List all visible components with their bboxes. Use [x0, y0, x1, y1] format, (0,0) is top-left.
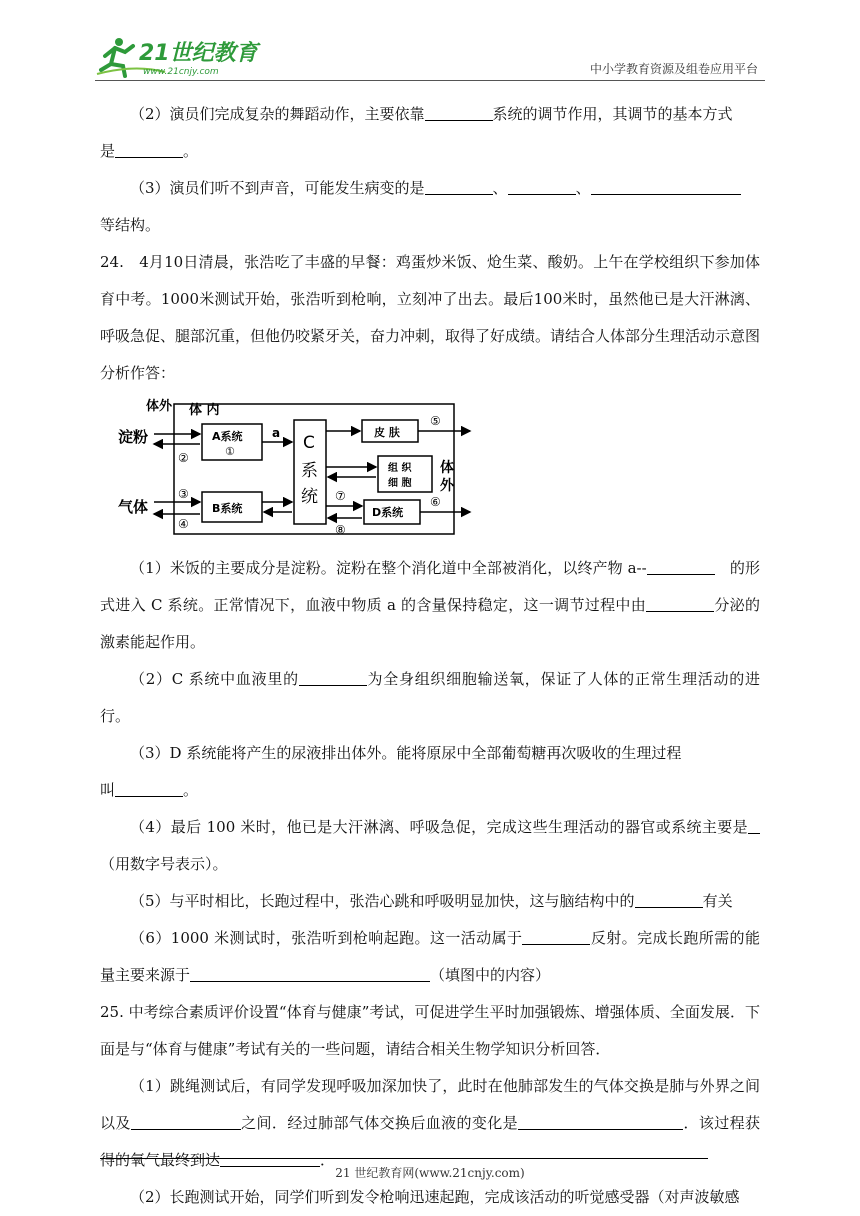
q25-part1: （1）跳绳测试后，有同学发现呼吸加深加快了，此时在他肺部发生的气体交换是肺与外界之间以及 之间．经过肺部气体交换后血液的变化是 ．该过程获得的氧气最终到达 ．: [100, 1077, 760, 1169]
answer-blank[interactable]: [748, 818, 760, 834]
q24-part5: （5）与平时相比，长跑过程中，张浩心跳和呼吸明显加快，这与脑结构中的 有关: [130, 892, 733, 910]
header-divider: [95, 80, 765, 81]
answer-blank[interactable]: [508, 179, 576, 195]
label-n8: ⑧: [335, 523, 346, 537]
physiology-diagram: [114, 394, 474, 544]
q24-part3-cont: 叫 。: [100, 781, 199, 799]
label-tissue-2: 细 胞: [388, 478, 412, 489]
label-system-b: B系统: [212, 502, 243, 515]
answer-blank[interactable]: [115, 781, 183, 797]
answer-blank[interactable]: [591, 179, 741, 195]
q23-part3-cont: 等结构。: [100, 216, 161, 234]
label-system-a: A系统: [212, 430, 243, 443]
label-n3: ③: [178, 487, 189, 501]
header-platform-text: 中小学教育资源及组卷应用平台: [589, 62, 758, 76]
site-logo: [95, 34, 265, 80]
label-a: a: [272, 426, 281, 440]
label-outside-r1: 体: [440, 460, 454, 476]
label-n7: ⑦: [335, 489, 346, 503]
answer-blank[interactable]: [299, 670, 367, 686]
logo-url: www.21cnjy.com: [143, 67, 219, 77]
q24-part6: （6）1000 米测试时，张浩听到枪响起跑。这一活动属于 反射。完成长跑所需的能量主要来源于 （填图中的内容）: [100, 929, 760, 984]
answer-blank[interactable]: [190, 966, 430, 982]
label-c-xi: 系: [301, 461, 318, 481]
label-starch: 淀粉: [118, 428, 149, 446]
answer-blank[interactable]: [425, 179, 493, 195]
q25-part2: （2）长跑测试开始，同学们听到发令枪响迅速起跑，完成该活动的听觉感受器（对声波敏感: [130, 1188, 740, 1206]
label-tissue-1: 组 织: [388, 463, 412, 474]
q24-intro: 24. 4月10日清晨，张浩吃了丰盛的早餐：鸡蛋炒米饭、炝生菜、酸奶。上午在学校组织下参加体育中考。1000米测试开始，张浩听到枪响，立刻冲了出去。最后100米时，虽然他已是大汗淋漓、呼吸急促、腿部沉重，但他仍咬紧牙关，奋力冲刺，取得了好成绩。请结合人体部分生理活动示意图分析作答：: [100, 253, 761, 382]
answer-blank[interactable]: [131, 1114, 241, 1130]
label-system-d: D系统: [372, 506, 404, 519]
answer-blank[interactable]: [635, 892, 703, 908]
label-n1: ①: [225, 445, 235, 458]
answer-blank[interactable]: [522, 929, 590, 945]
q24-part3: （3）D 系统能将产生的尿液排出体外。能将原尿中全部葡萄糖再次吸收的生理过程: [130, 744, 682, 762]
label-skin: 皮 肤: [374, 426, 400, 439]
q23-part2-cont: 是 。: [100, 142, 199, 160]
label-outside-left: 体外: [146, 399, 173, 414]
answer-blank[interactable]: [115, 142, 183, 158]
q23-part2: （2）演员们完成复杂的舞蹈动作，主要依靠 系统的调节作用，其调节的基本方式: [130, 105, 733, 123]
q24-part4: （4）最后 100 米时，他已是大汗淋漓、呼吸急促，完成这些生理活动的器官或系统主要是（用数字号表示）。: [100, 809, 760, 883]
label-n2: ②: [178, 451, 189, 465]
answer-blank[interactable]: [647, 559, 715, 575]
q24-part2: （2）C 系统中血液里的 为全身组织细胞输送氧，保证了人体的正常生理活动的进行。: [100, 670, 760, 725]
label-inside: 体 内: [189, 403, 220, 418]
label-n5: ⑤: [430, 414, 441, 428]
label-outside-r2: 外: [440, 478, 454, 494]
q23-part3: （3）演员们听不到声音，可能发生病变的是 、 、: [100, 170, 760, 207]
label-c: C: [303, 433, 315, 453]
q25-intro: 25. 中考综合素质评价设置“体育与健康”考试，可促进学生平时加强锻炼、增强体质、全面发展．下面是与“体育与健康”考试有关的一些问题，请结合相关生物学知识分析回答．: [100, 1003, 760, 1058]
question-content: [100, 96, 760, 1216]
label-gas: 气体: [118, 498, 149, 516]
logo-text: 21世纪教育: [139, 41, 258, 66]
answer-blank[interactable]: [646, 596, 714, 612]
q24-part1: （1）米饭的主要成分是淀粉。淀粉在整个消化道中全部被消化，以终产物 a-- 的形式进入 C 系统。正常情况下，血液中物质 a 的含量保持稳定，这一调节过程中由 分泌的激素能起作用。: [100, 559, 760, 651]
label-n6: ⑥: [430, 495, 441, 509]
answer-blank[interactable]: [518, 1114, 683, 1130]
footer-divider: [100, 1158, 708, 1159]
answer-blank[interactable]: [425, 105, 493, 121]
footer-text: 21 世纪教育网(www.21cnjy.com): [335, 1166, 525, 1180]
label-n4: ④: [178, 517, 189, 531]
label-c-tong: 统: [301, 487, 318, 507]
